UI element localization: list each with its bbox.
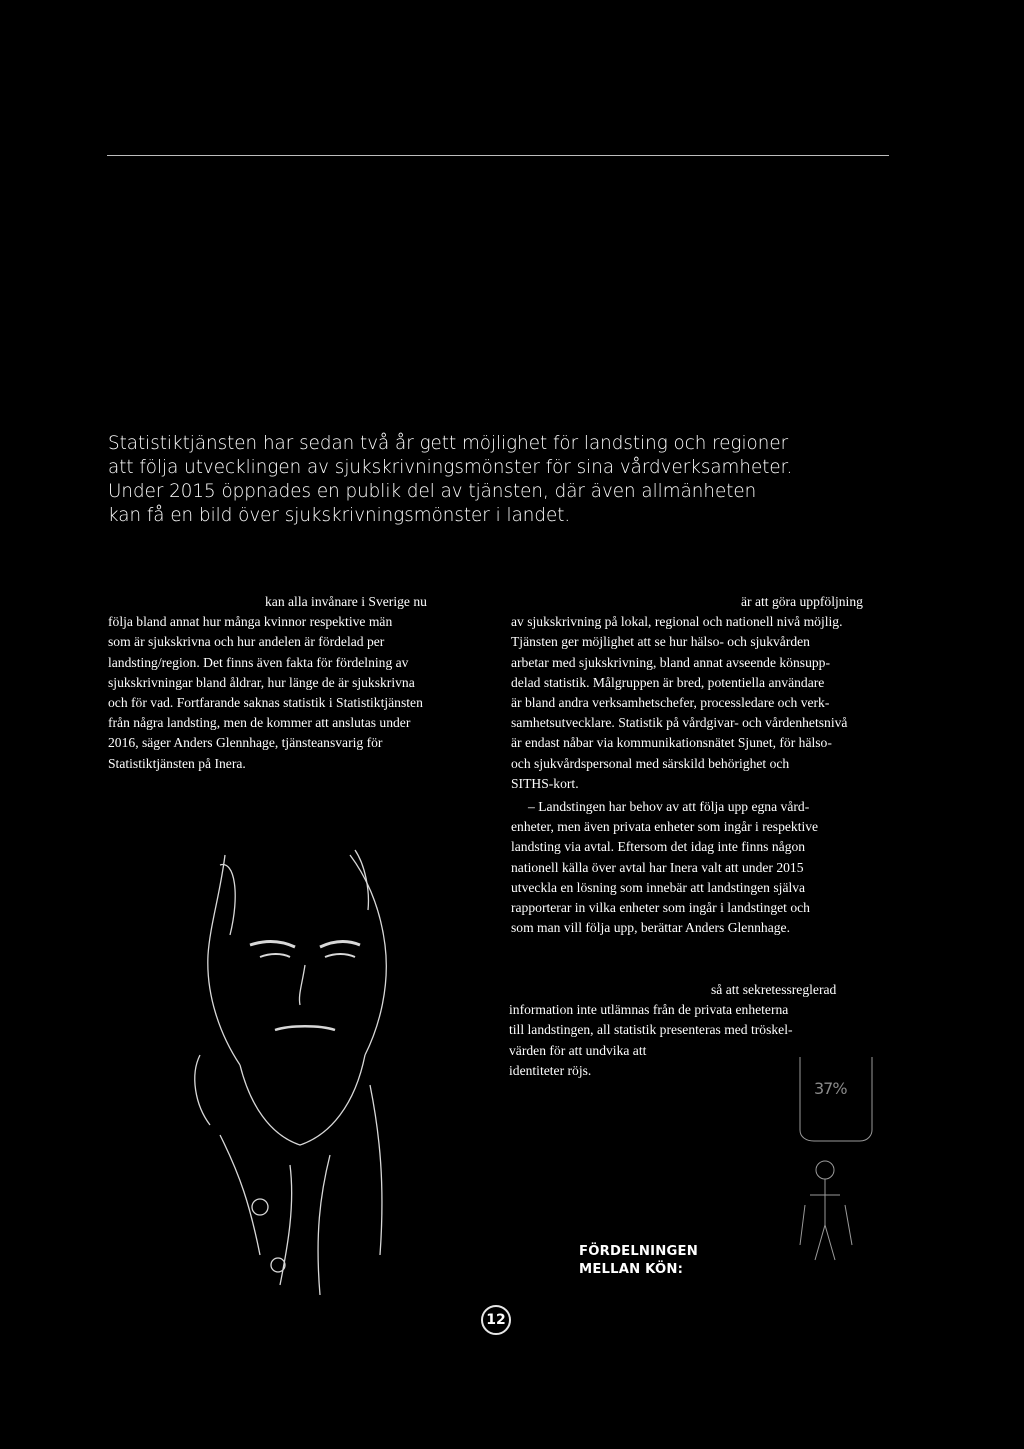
- text-line: 2016, säger Anders Glennhage, tjänsteansvarig för: [108, 735, 383, 751]
- lead-paragraph: [108, 432, 798, 528]
- text-line: information inte utlämnas från de privata enheterna: [509, 1002, 789, 1018]
- lead-line: att följa utvecklingen av sjukskrivningsmönster för sina vårdverksamheter.: [108, 457, 793, 478]
- lead-line: kan få en bild över sjukskrivningsmönster i landet.: [108, 505, 571, 526]
- portrait-photo: [180, 835, 450, 1305]
- text-line: kan alla invånare i Sverige nu: [265, 594, 427, 609]
- left-column: [108, 592, 488, 774]
- text-line: SITHS-kort.: [511, 775, 579, 791]
- text-line: följa bland annat hur många kvinnor respektive män: [108, 614, 393, 630]
- text-line: Tjänsten ger möjlighet att se hur hälso- och sjukvården: [511, 634, 810, 650]
- text-line: är endast nåbar via kommunikationsnätet Sjunet, för hälso-: [511, 735, 832, 751]
- text-line: och sjukvårdspersonal med särskild behörighet och: [511, 755, 790, 771]
- chart-caption: [579, 1243, 698, 1279]
- text-line: som man vill följa upp, berättar Anders Glennhage.: [511, 920, 790, 936]
- text-line: värden för att undvika att: [509, 1042, 647, 1058]
- page-number: 12: [481, 1305, 511, 1335]
- text-line: identiteter röjs.: [509, 1062, 592, 1078]
- text-line: så att sekretessreglerad: [711, 982, 837, 997]
- text-line: till landstingen, all statistik presenteras med tröskel-: [509, 1022, 793, 1038]
- lead-line: Under 2015 öppnades en publik del av tjänsten, där även allmänheten: [108, 481, 757, 502]
- figure-percentage: 37%: [814, 1079, 847, 1098]
- text-line: Statistiktjänsten på Inera.: [108, 755, 246, 771]
- caption-line: MELLAN KÖN:: [579, 1262, 684, 1277]
- text-line: utveckla en lösning som innebär att landstingen själva: [511, 879, 806, 895]
- text-line: nationell källa över avtal har Inera valt att under 2015: [511, 859, 804, 875]
- caption-line: FÖRDELNINGEN: [579, 1244, 698, 1259]
- text-line: enheter, men även privata enheter som ingår i respektive: [511, 819, 819, 835]
- text-line: – Landstingen har behov av att följa upp egna vård-: [528, 799, 810, 815]
- text-line: är att göra uppföljning: [741, 594, 863, 609]
- text-line: sjukskrivningar bland åldrar, hur länge de är sjukskrivna: [108, 674, 415, 690]
- text-line: från några landsting, men de kommer att anslutas under: [108, 715, 411, 731]
- text-line: delad statistik. Målgruppen är bred, potentiella användare: [511, 674, 825, 690]
- top-rule: [107, 155, 889, 156]
- text-line: är bland andra verksamhetschefer, processledare och verk-: [511, 695, 830, 711]
- text-line: och för vad. Fortfarande saknas statistik i Statistiktjänsten: [108, 695, 423, 711]
- text-line: landsting/region. Det finns även fakta för fördelning av: [108, 654, 409, 670]
- text-line: arbetar med sjukskrivning, bland annat avseende könsupp-: [511, 654, 830, 670]
- text-line: rapporterar in vilka enheter som ingår i landstinget och: [511, 900, 810, 916]
- lead-line: Statistiktjänsten har sedan två år gett möjlighet för landsting och regioner: [108, 433, 789, 454]
- text-line: samhetsutvecklare. Statistik på vårdgivar- och vårdenhetsnivå: [511, 715, 848, 731]
- text-line: av sjukskrivning på lokal, regional och nationell nivå möjlig.: [511, 614, 843, 630]
- right-column: [511, 592, 906, 938]
- text-line: som är sjukskrivna och hur andelen är fördelad per: [108, 634, 385, 650]
- text-line: landsting via avtal. Eftersom det idag inte finns någon: [511, 839, 806, 855]
